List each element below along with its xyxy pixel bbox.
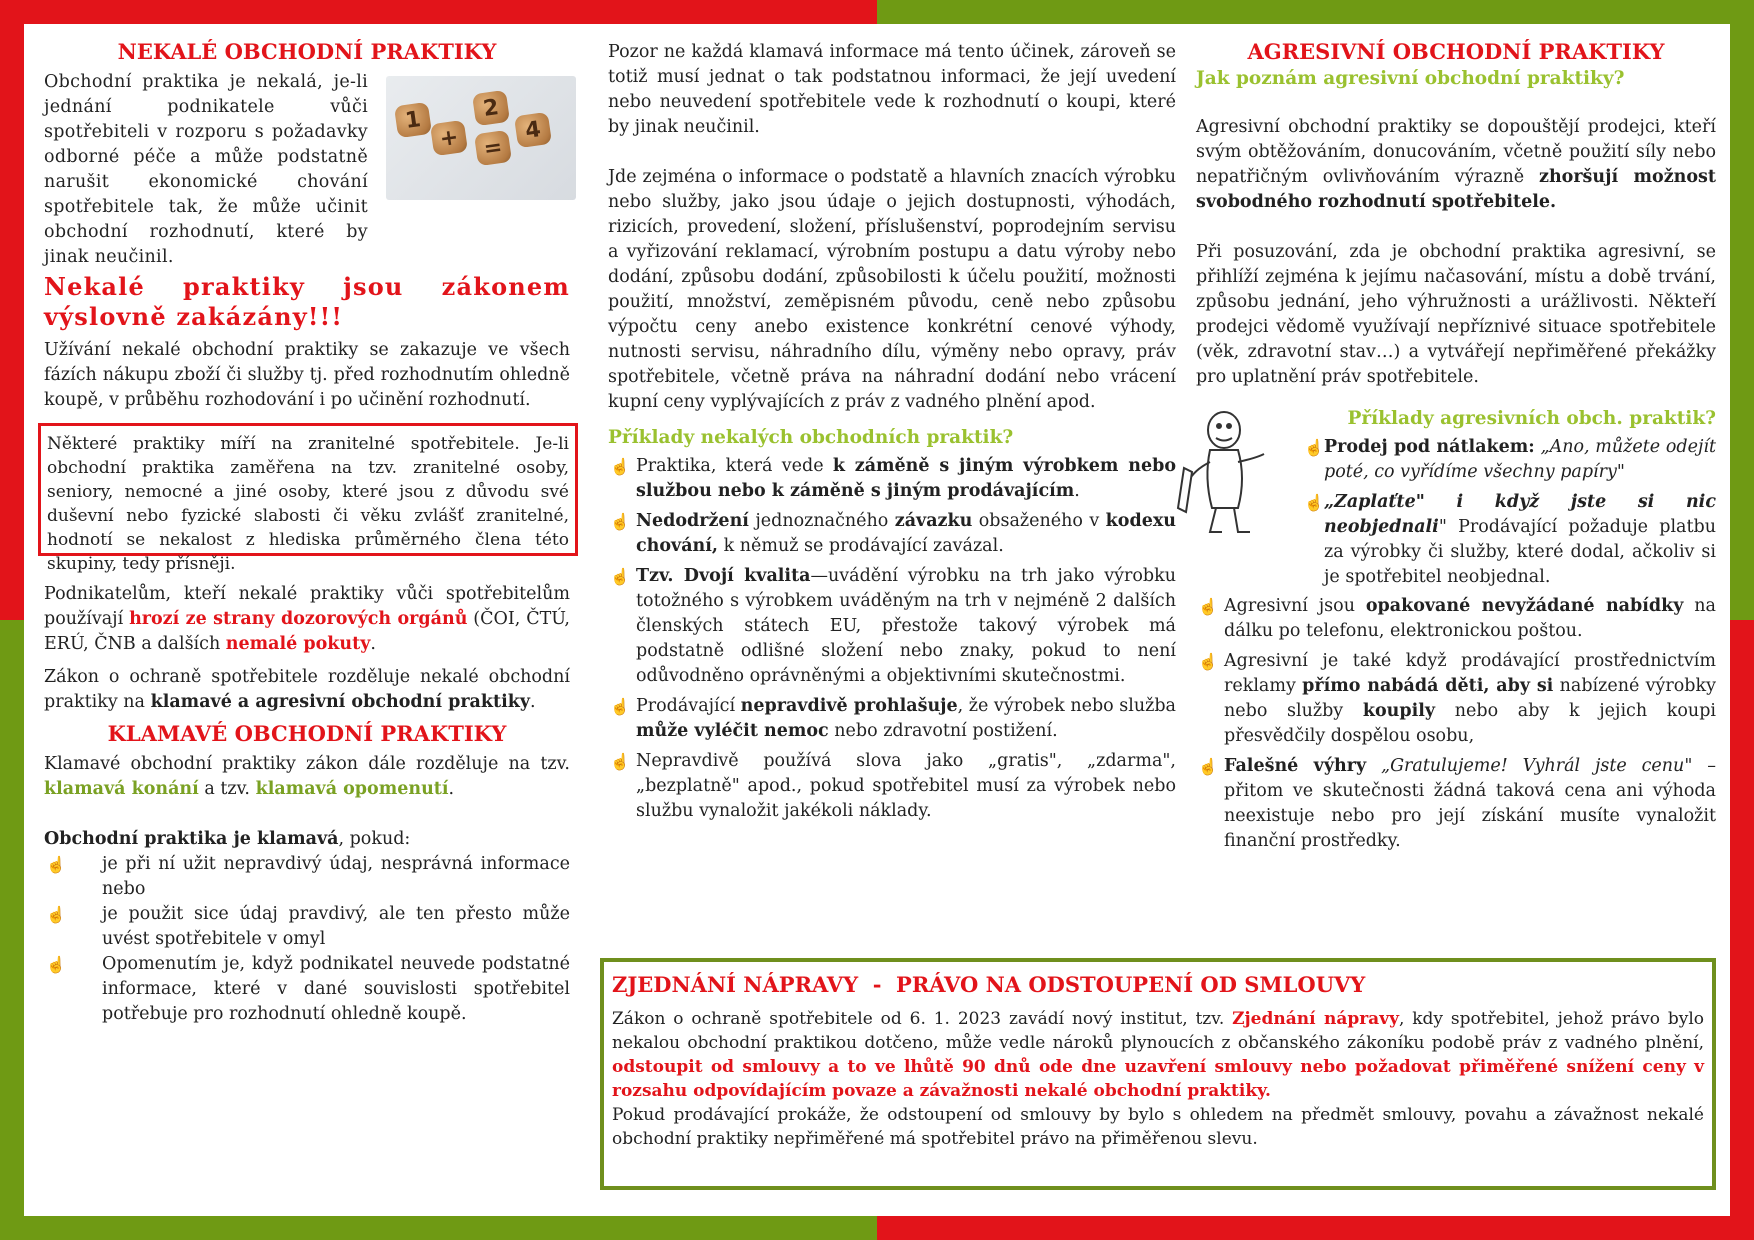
aggressive-definition-text: Agresivní obchodní praktiky se dopouštějí prodejci, kteří svým obtěžováním, donucováním, včetně použití síly nebo nepatřičným ovlivňováním výrazně zhoršují možnost svobodného rozhodnutí spotřebitele. — [1196, 117, 1716, 212]
misleading-split-text: Klamavé obchodní praktiky zákon dále rozděluje na tzv. klamavá konání a tzv. klamavá opomenutí. — [44, 754, 570, 799]
list-item: ☝ Opomenutím je, když podnikatel neuvede podstatné informace, které v dané souvislosti spotřebitel potřebuje pro rozhodnutí ohledně koupě. — [46, 954, 570, 1024]
tile-2: 2 — [472, 90, 510, 126]
aggressive-practices-title: AGRESIVNÍ OBCHODNÍ PRAKTIKY — [1247, 39, 1665, 64]
aggressive-examples-list-2 — [1196, 594, 1716, 854]
tile-4: 4 — [514, 112, 552, 148]
pointing-hand-icon: ☝ — [1198, 652, 1218, 671]
intro-text: Obchodní praktika je nekalá, je-li jednání podnikatele vůči spotřebiteli v rozporu s požadavky odborné péče a může podstatně narušit ekonomické chování spotřebitele tak, že může učinit obchodní rozhodnutí, které by jinak neučinil. — [44, 72, 368, 267]
aggressive-examples-list — [1196, 435, 1716, 590]
list-item: ☝ Prodej pod nátlakem: „Ano, můžete odejít poté, co vyřídíme všechny papíry" — [1304, 437, 1717, 482]
tile-1: 1 — [394, 102, 432, 138]
pointing-hand-icon: ☝ — [1304, 493, 1324, 512]
list-item: ☝ Nepravdivě používá slova jako „gratis", „zdarma", „bezplatně" apod., pokud spotřebitel musí za výrobek nebo službu vynaložit jakékoli náklady. — [610, 751, 1176, 821]
vulnerable-consumers-text: Některé praktiky míří na zranitelné spotřebitele. Je-li obchodní praktika zaměřena na tzv. zranitelné osoby, seniory, nemocné a jiné osoby, které jsou z důvodu své duševní nebo fyzické slabosti či věku zvlášť zranitelné, hodnotí se nekalost z hlediska průměrného člena této skupiny, tedy přísněji. — [47, 434, 569, 574]
tile-plus: + — [430, 120, 468, 156]
pointing-hand-icon: ☝ — [610, 457, 630, 476]
left-column — [44, 24, 570, 1027]
fines-text: Podnikatelům, kteří nekalé praktiky vůči spotřebitelům používají hrozí ze strany dozorových orgánů (ČOI, ČTÚ, ERÚ, ČNB a dalších nemalé pokuty. — [44, 584, 570, 654]
info-examples-text: Jde zejména o informace o podstatě a hlavních znacích výrobku nebo služby, jako jsou údaje o jejich dostupnosti, výhodách, rizicích, provedení, složení, příslušenství, poprodejním servisu a vyřizování reklamací, výrobním postupu a datu výroby nebo dodání, způsobu dodání, způsobilosti k účelu použití, možnosti použití, množství, zeměpisném původu, ceně nebo způsobu výpočtu ceny anebo existence konkrétní cenové výhody, nutnosti servisu, náhradního dílu, výměny nebo opravy, práv spotřebitele, včetně práva na náhradní dodání nebo vrácení kupní ceny vyplývajících z práv z vadného plnění apod. — [608, 167, 1176, 412]
unfair-examples-heading: Příklady nekalých obchodních praktik? — [608, 427, 1014, 448]
essential-info-text: Pozor ne každá klamavá informace má tento účinek, zároveň se totiž musí jednat o tak podstatnou informaci, že její uvedení nebo neuvedení spotřebitele vede k rozhodnutí o koupi, které by jinak neučinil. — [608, 42, 1176, 137]
misleading-when-text: Obchodní praktika je klamavá, pokud: — [44, 829, 411, 849]
counting-tiles-photo — [386, 76, 576, 200]
aggressive-recognize-heading: Jak poznám agresivní obchodní praktiky? — [1196, 68, 1625, 89]
vulnerable-consumers-box — [38, 423, 578, 574]
list-item: ☝ „Zaplaťte" i když jste si nic neobjednali" Prodávající požaduje platbu za výrobky či služby, které dodal, ačkoliv si je spotřebitel neobjednal. — [1304, 492, 1716, 587]
pointing-hand-icon: ☝ — [1304, 438, 1324, 457]
list-item: ☝ Agresivní je také když prodávající prostřednictvím reklamy přímo nabádá děti, aby si nabízené výrobky nebo služby koupily nebo aby k jejich koupi přesvědčily dospělou osobu, — [1198, 651, 1716, 746]
remedy-box — [600, 958, 1716, 1190]
aggressive-assessment-text: Při posuzování, zda je obchodní praktika agresivní, se přihlíží zejména k jejímu načasování, místu a době trvání, způsobu jednání, jeho výhružnosti a urážlivosti. Někteří prodejci vědomě využívají nepříznivé situace spotřebitele (věk, zdravotní stav…) a vytvářejí nepřiměřené překážky pro uplatnění práv spotřebitele. — [1196, 242, 1716, 387]
document-page — [24, 24, 1730, 1216]
unfair-examples-list — [608, 454, 1176, 824]
middle-column — [608, 24, 1176, 829]
misleading-criteria-list — [44, 852, 570, 1027]
cartoon-character-icon — [1164, 408, 1274, 538]
list-item: ☝ Agresivní jsou opakované nevyžádané nabídky na dálku po telefonu, elektronickou poštou. — [1198, 596, 1716, 641]
pointing-hand-icon: ☝ — [1198, 757, 1218, 776]
fines-amount: nemalé pokuty — [225, 634, 371, 654]
aggressive-examples-block — [1196, 408, 1716, 854]
pointing-hand-icon: ☝ — [610, 512, 630, 531]
list-item: ☝ Praktika, která vede k záměně s jiným výrobkem nebo službou nebo k záměně s jiným prodávajícím. — [610, 456, 1176, 501]
list-item: ☝ Prodávající nepravdivě prohlašuje, že výrobek nebo služba může vyléčit nemoc nebo zdravotní postižení. — [610, 696, 1176, 741]
unfair-practices-title: NEKALÉ OBCHODNÍ PRAKTIKY — [117, 39, 497, 64]
list-item: ☝ Tzv. Dvojí kvalita—uvádění výrobku na trh jako výrobku totožného s výrobkem uváděným na trh v nejméně 2 dalších členských státech EU, přestože takový výrobek má podstatně odlišné složení nebo znaky, pokud to není odůvodněno oprávněnými a objektivními skutečnostmi. — [610, 566, 1176, 686]
remedy-discount-text: Pokud prodávající prokáže, že odstoupení od smlouvy by bylo s ohledem na předmět smlouvy, povahu a závažnost nekalé obchodní praktiky nepřiměřené má spotřebitel právo na přiměřenou slevu. — [612, 1105, 1704, 1149]
list-item: ☝ je použit sice údaj pravdivý, ale ten přesto může uvést spotřebitele v omyl — [46, 904, 570, 949]
pointing-hand-icon: ☝ — [46, 905, 66, 924]
pointing-hand-icon: ☝ — [46, 855, 66, 874]
usage-text: Užívání nekalé obchodní praktiky se zakazuje ve všech fázích nákupu zboží či služby tj. před rozhodnutím ohledně koupě, v průběhu rozhodování i po učinění rozhodnutí. — [44, 340, 570, 410]
banner: Nekalé praktiky jsou zákonem výslovně zakázány!!! — [44, 272, 570, 331]
pointing-hand-icon: ☝ — [610, 697, 630, 716]
remedy-title: ZJEDNÁNÍ NÁPRAVY - PRÁVO NA ODSTOUPENÍ OD SMLOUVY — [612, 972, 1366, 997]
pointing-hand-icon: ☝ — [610, 567, 630, 586]
intro-block — [44, 70, 570, 272]
pointing-hand-icon: ☝ — [1198, 597, 1218, 616]
misleading-practices-title: KLAMAVÉ OBCHODNÍ PRAKTIKY — [107, 721, 507, 746]
tile-equals: = — [474, 130, 512, 166]
split-text: Zákon o ochraně spotřebitele rozděluje nekalé obchodní praktiky na klamavé a agresivní obchodní praktiky. — [44, 667, 570, 712]
aggressive-examples-heading: Příklady agresivních obch. praktik? — [1347, 408, 1716, 429]
list-item: ☝ je při ní užit nepravdivý údaj, nesprávná informace nebo — [46, 854, 570, 899]
pointing-hand-icon: ☝ — [610, 752, 630, 771]
fines-highlight: hrozí ze strany dozorových orgánů — [129, 609, 468, 629]
right-column — [1196, 24, 1716, 859]
pointing-hand-icon: ☝ — [46, 955, 66, 974]
list-item: ☝ Nedodržení jednoznačného závazku obsaženého v kodexu chování, k němuž se prodávající zavázal. — [610, 511, 1176, 556]
remedy-text: Zákon o ochraně spotřebitele od 6. 1. 2023 zavádí nový institut, tzv. Zjednání nápravy, kdy spotřebitel, jehož právo bylo nekalou obchodní praktikou dotčeno, může vedle nároků plynoucích z občanského zákoníku podobě práv z vadného plnění, odstoupit od smlouvy a to ve lhůtě 90 dnů ode dne uzavření smlouvy nebo požadovat přiměřené snížení ceny v rozsahu odpovídajícím povaze a závažnosti nekalé obchodní praktiky. — [612, 1009, 1704, 1101]
list-item: ☝ Falešné výhry „Gratulujeme! Vyhrál jste cenu" – přitom ve skutečnosti žádná taková cena ani výhoda neexistuje nebo pro její získání musíte vynaložit finanční prostředky. — [1198, 756, 1716, 851]
